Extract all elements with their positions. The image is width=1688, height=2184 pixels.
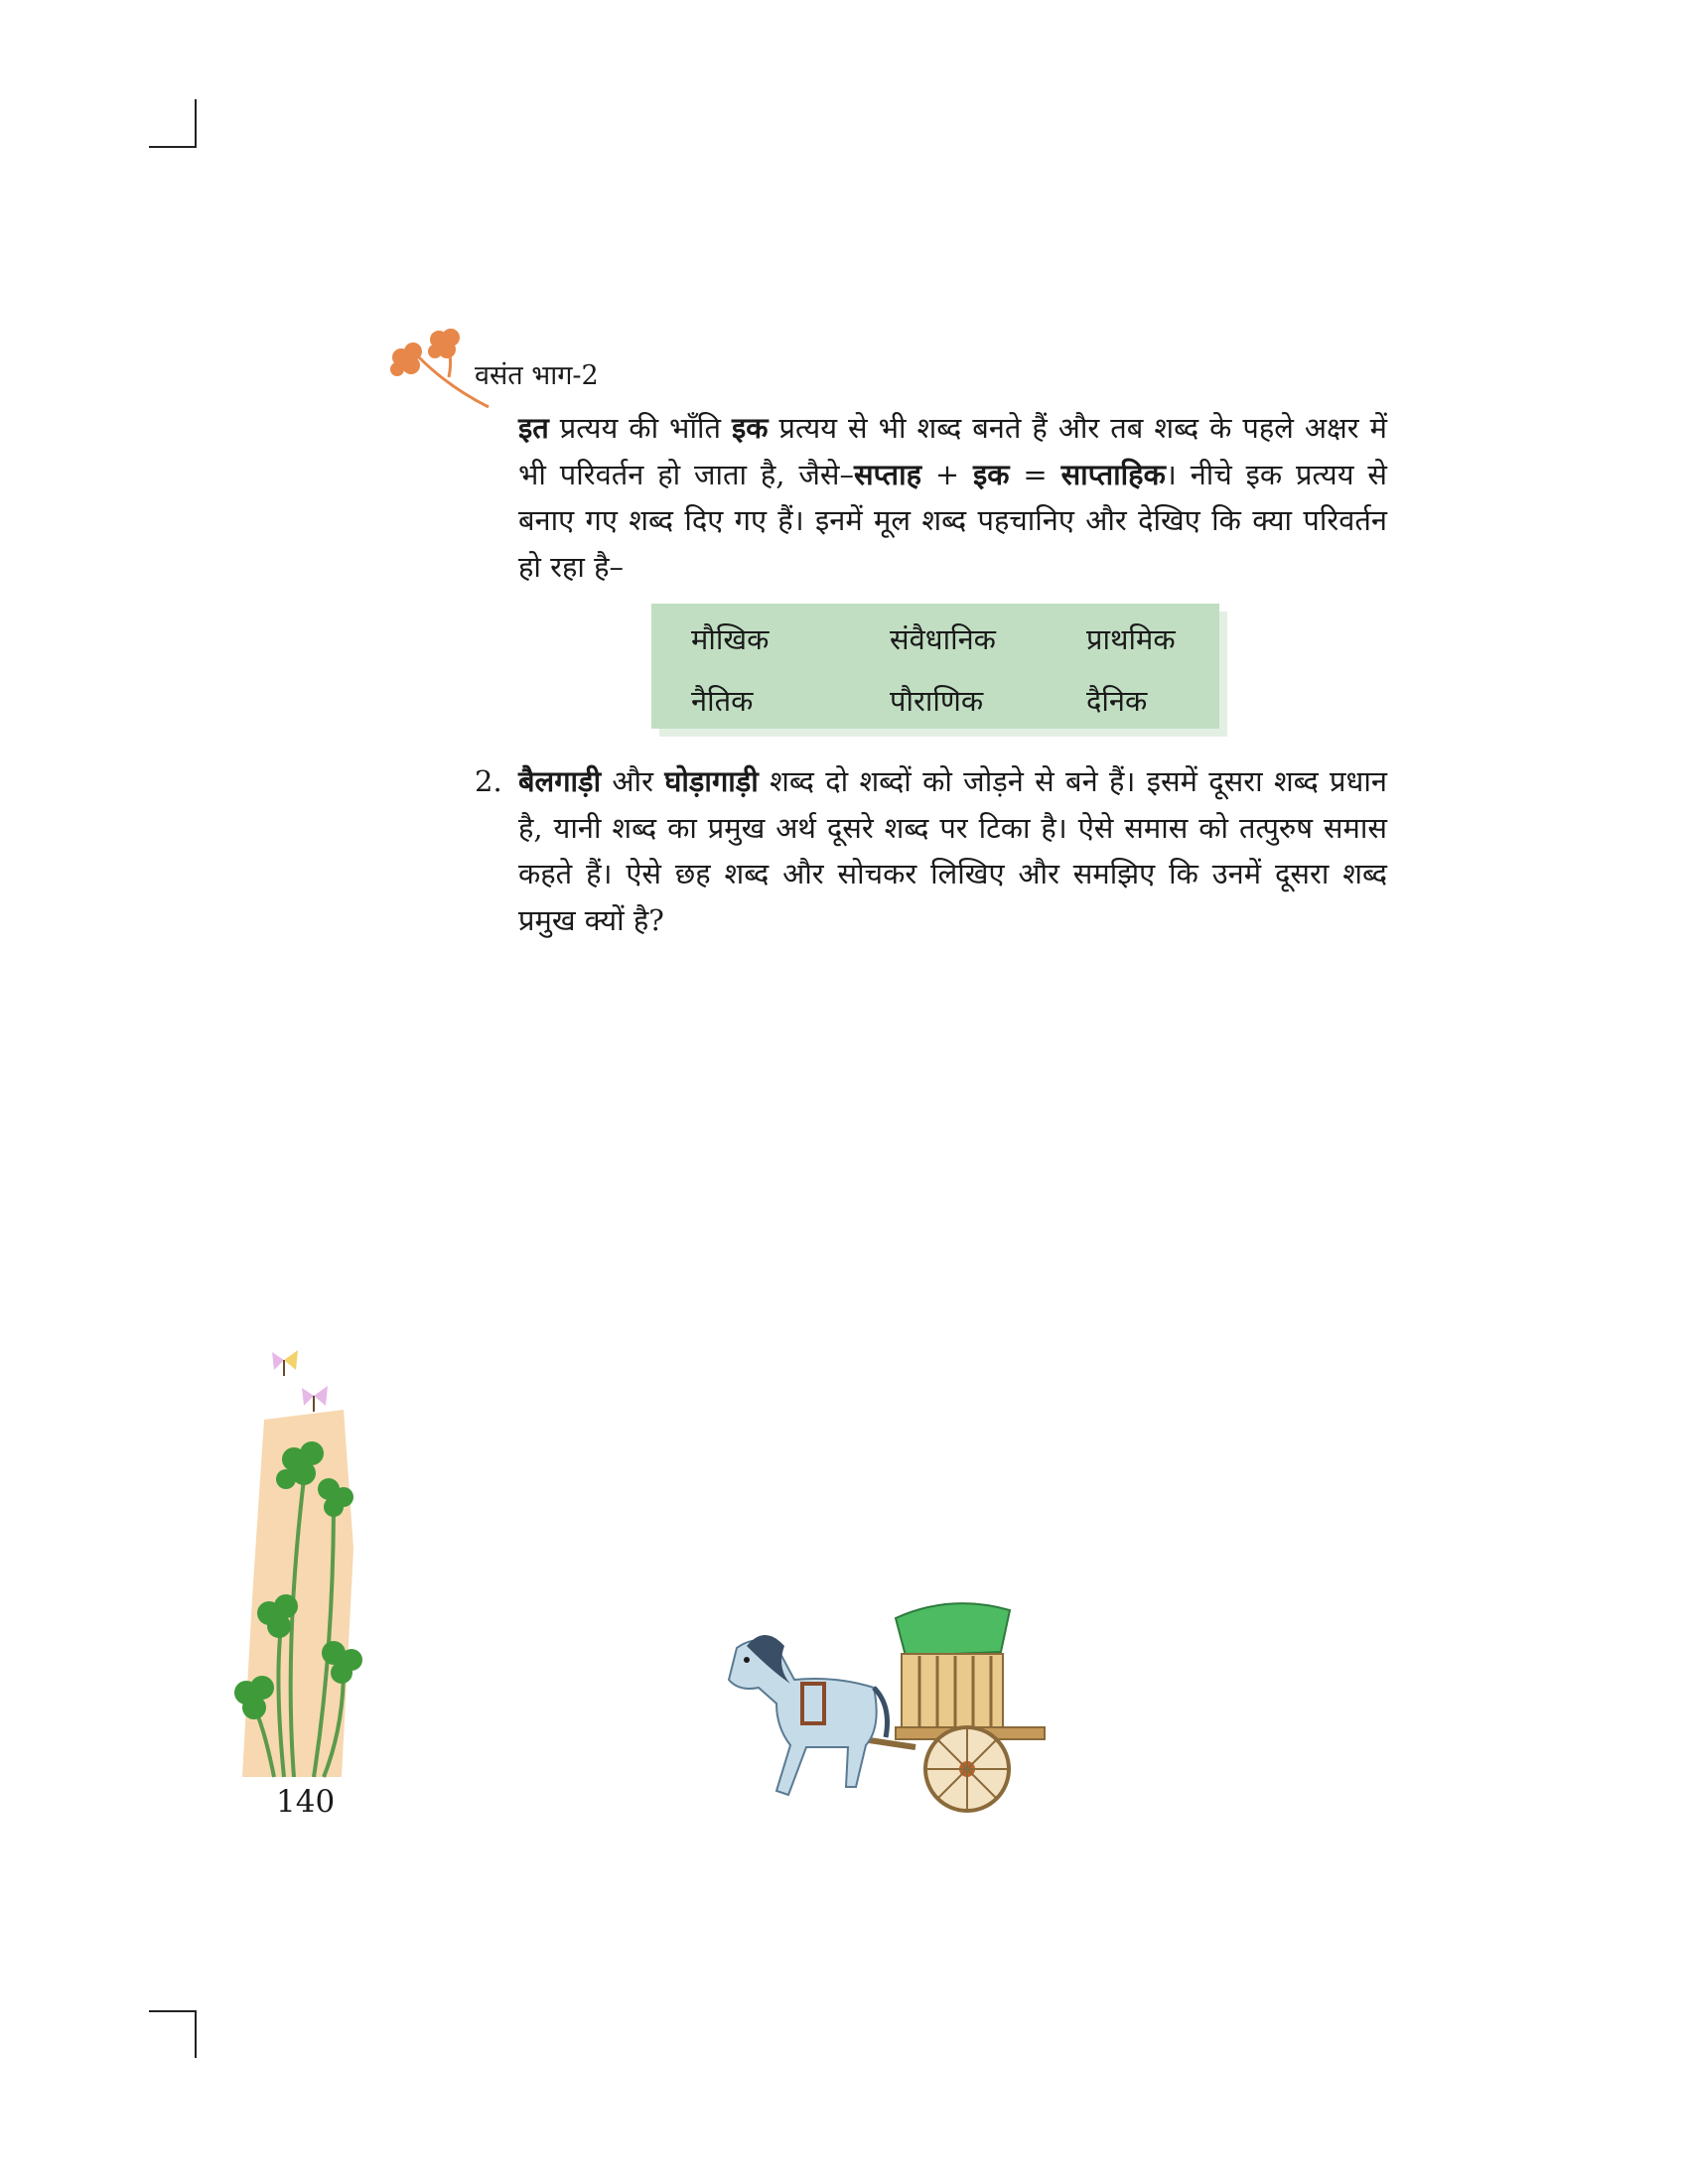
paragraph-ik-pratyay: इत प्रत्यय की भाँति इक प्रत्यय से भी शब्द बनते हैं और तब शब्द के पहले अक्षर में भी परिवर्तन हो जाता है, जैसे–सप्ताह + इक = साप्ताहिक। नीचे इक प्रत्यय से बनाए गए शब्द दिए गए हैं। इनमें मूल शब्द पहचानिए और देखिए कि क्या परिवर्तन हो रहा है– bbox=[518, 411, 1387, 584]
crop-mark-top-vertical bbox=[195, 99, 197, 147]
crop-mark-bottom-vertical bbox=[195, 2010, 197, 2058]
word-item: मौखिक bbox=[691, 622, 770, 656]
book-title: वसंत भाग-2 bbox=[475, 360, 599, 391]
word-item: नैतिक bbox=[691, 684, 754, 718]
bold-word: घोड़ागाड़ी bbox=[664, 764, 759, 798]
running-header bbox=[389, 328, 786, 417]
crop-mark-top-horizontal bbox=[149, 146, 197, 148]
bold-word: साप्ताहिक bbox=[1060, 457, 1166, 491]
bold-word: इत bbox=[518, 411, 549, 445]
crop-mark-bottom-horizontal bbox=[149, 2010, 197, 2012]
bold-word: बैलगाड़ी bbox=[518, 764, 602, 798]
question-2-text: बैलगाड़ी और घोड़ागाड़ी शब्द दो शब्दों को जोड़ने से बने हैं। इसमें दूसरा शब्द प्रधान है, यानी शब्द का प्रमुख अर्थ दूसरे शब्द पर टिका है। ऐसे समास को तत्पुरुष समास कहते हैं। ऐसे छह शब्द और सोचकर लिखिए और समझिए कि उनमें दूसरा शब्द प्रमुख क्यों है? bbox=[518, 764, 1387, 937]
word-item: प्राथमिक bbox=[1086, 622, 1176, 656]
question-number: 2. bbox=[475, 764, 502, 798]
word-item: दैनिक bbox=[1086, 684, 1148, 718]
bold-word: सप्ताह bbox=[854, 457, 921, 491]
word-item: संवैधानिक bbox=[890, 622, 996, 656]
horse-cart-illustration bbox=[707, 1588, 1055, 1827]
butterfly-icon bbox=[272, 1350, 298, 1376]
butterfly-icon bbox=[302, 1386, 328, 1412]
clover-plant-illustration bbox=[224, 1350, 373, 1787]
word-item: पौराणिक bbox=[890, 684, 984, 718]
bold-word: इक bbox=[973, 457, 1010, 491]
bold-word: इक bbox=[731, 411, 769, 445]
page-number: 140 bbox=[276, 1784, 336, 1820]
word-list-box bbox=[651, 604, 1219, 729]
